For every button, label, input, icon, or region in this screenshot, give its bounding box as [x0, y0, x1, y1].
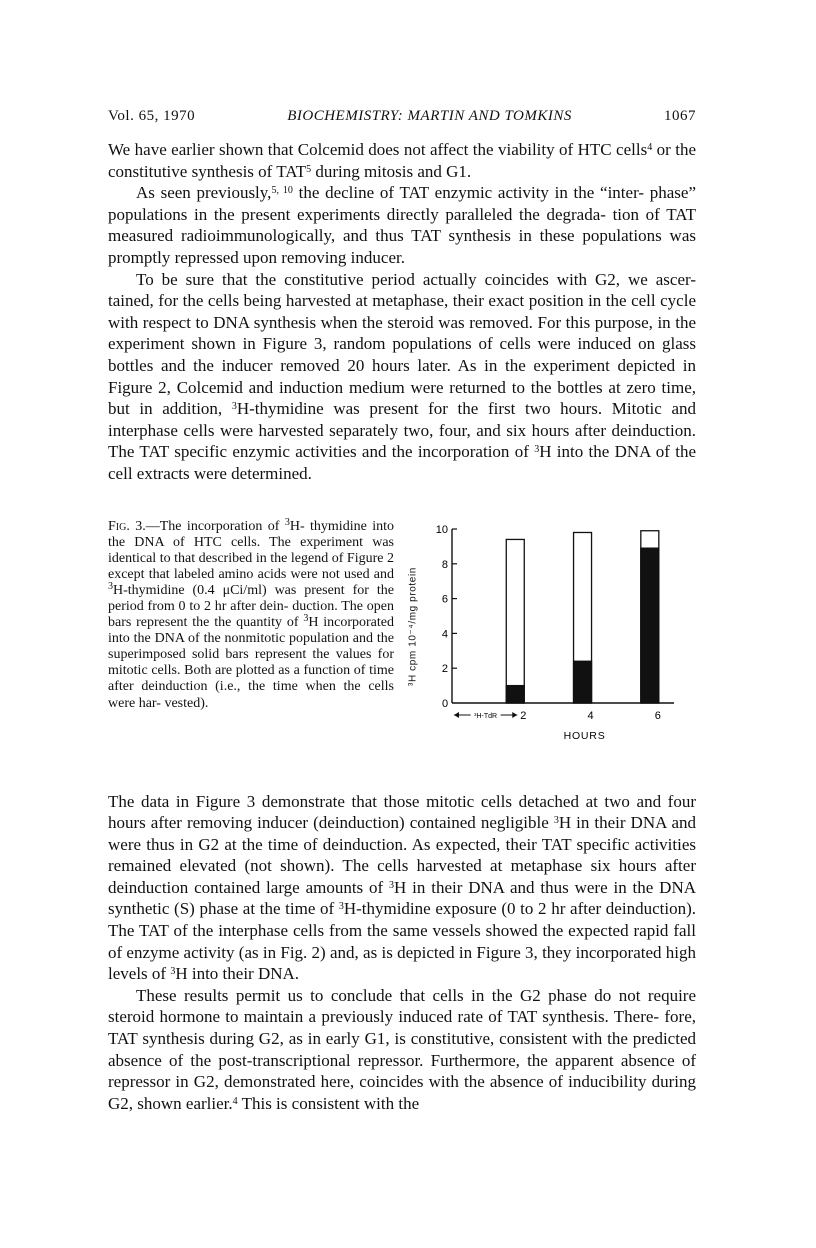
- running-header: [108, 108, 696, 125]
- figure-caption: Fig. 3.—The incorporation of $^3$H- thymidine into the DNA of HTC cells. The experiment was identical to that described in the legend of Figure 2 except that labeled amino acids were not used and $^3$H-thymidine (0.4 μCi/ml) was present for the period from 0 to 2 hr after dein- duction. The open bars represent the the quantity of $^3$H incorporated into the DNA of the nonmitotic population and the superimposed solid bars represent the values for mitotic cells. Both are plotted as a function of time after deinduction (i.e., the time when the cells were har- vested).: [108, 516, 394, 711]
- pulse-label: ³H-TdR: [474, 712, 498, 720]
- bar-solid-mitotic: [641, 548, 659, 703]
- x-tick-label: 4: [587, 709, 594, 722]
- figure-label: Fig. 3.: [108, 518, 146, 534]
- paragraph-2: As seen previously,$^{5, 10}$ the decline of TAT enzymic activity in the “inter- phase” populations in the present experiments directly paralleled the degrada- tion of TAT measured radioimmunologically, and thus TAT synthesis in these populations was promptly repressed upon removing inducer.: [108, 183, 697, 267]
- header-volume: Vol. 65, 1970: [108, 108, 196, 124]
- bar-solid-mitotic: [506, 685, 524, 702]
- bar-chart: [402, 519, 696, 757]
- x-tick-label: 6: [654, 709, 661, 722]
- paragraph-5: These results permit us to conclude that cells in the G2 phase do not require steroid hormone to maintain a previously induced rate of TAT synthesis. There- fore, TAT synthesis during G2, as in early G1, is constitutive, consistent with the predicted absence of the post-transcriptional repressor. Furthermore, the apparent absence of repressor in G2, demonstrated here, coincides with the absence of inducibility during G2, shown earlier.$^4$ This is consistent with the: [108, 985, 696, 1113]
- bar-solid-mitotic: [574, 661, 592, 703]
- y-tick-label: 4: [441, 627, 448, 640]
- bar-open-interphase: [506, 539, 524, 703]
- x-tick-label: 2: [520, 709, 527, 722]
- paragraph-4: The data in Figure 3 demonstrate that those mitotic cells detached at two and four hours after removing inducer (deinduction) contained negligible $^3$H in their DNA and were thus in G2 at the time of deinduction. As expected, their TAT specific activities remained elevated (not shown). The cells harvested at metaphase six hours after deinduction contained large amounts of $^3$H in their DNA and thus were in the DNA synthetic (S) phase at the time of $^3$H-thymidine exposure (0 to 2 hr after deinduction). The TAT of the interphase cells from the same vessels showed the expected rapid fall of enzyme activity (as in Fig. 2) and, as is depicted in Figure 3, they incorporated high levels of $^3$H into their DNA.: [108, 791, 697, 984]
- chart-canvas: [402, 519, 696, 757]
- y-tick-label: 6: [441, 593, 448, 606]
- x-tick-label: 0: [441, 697, 449, 710]
- y-tick-label: 10: [435, 523, 448, 536]
- y-tick-label: 8: [441, 558, 448, 571]
- y-tick-label: 2: [441, 662, 448, 675]
- pulse-arrow-head-right: [512, 712, 517, 718]
- y-axis-title: ³H cpm 10⁻⁴/mg protein: [407, 566, 419, 686]
- x-axis-title: HOURS: [563, 729, 606, 742]
- paragraph-1: We have earlier shown that Colcemid does not affect the viability of HTC cells$^4$ or the constitutive synthesis of TAT$^5$ during mitosis and G1.: [108, 140, 696, 181]
- header-title: BIOCHEMISTRY: MARTIN AND TOMKINS: [287, 108, 572, 124]
- header-page-number: 1067: [663, 108, 696, 124]
- paragraph-3: To be sure that the constitutive period actually coincides with G2, we ascer- tained, for the cells being harvested at metaphase, their exact position in the cell cycle with respect to DNA synthesis when the steroid was removed. For this purpose, in the experiment shown in Figure 3, random populations of cells were induced on glass bottles and the inducer removed 20 hours later. As in the experiment depicted in Figure 2, Colcemid and induction medium were returned to the bottles at zero time, but in addition, $^3$H-thymidine was present for the first two hours. Mitotic and interphase cells were harvested separately two, four, and six hours after deinduction. The TAT specific enzymic activities and the incorporation of $^3$H into the DNA of the cell extracts were determined.: [108, 269, 696, 483]
- page: [108, 108, 696, 1114]
- pulse-arrow-head-left: [454, 712, 459, 718]
- figure-3: [108, 516, 696, 757]
